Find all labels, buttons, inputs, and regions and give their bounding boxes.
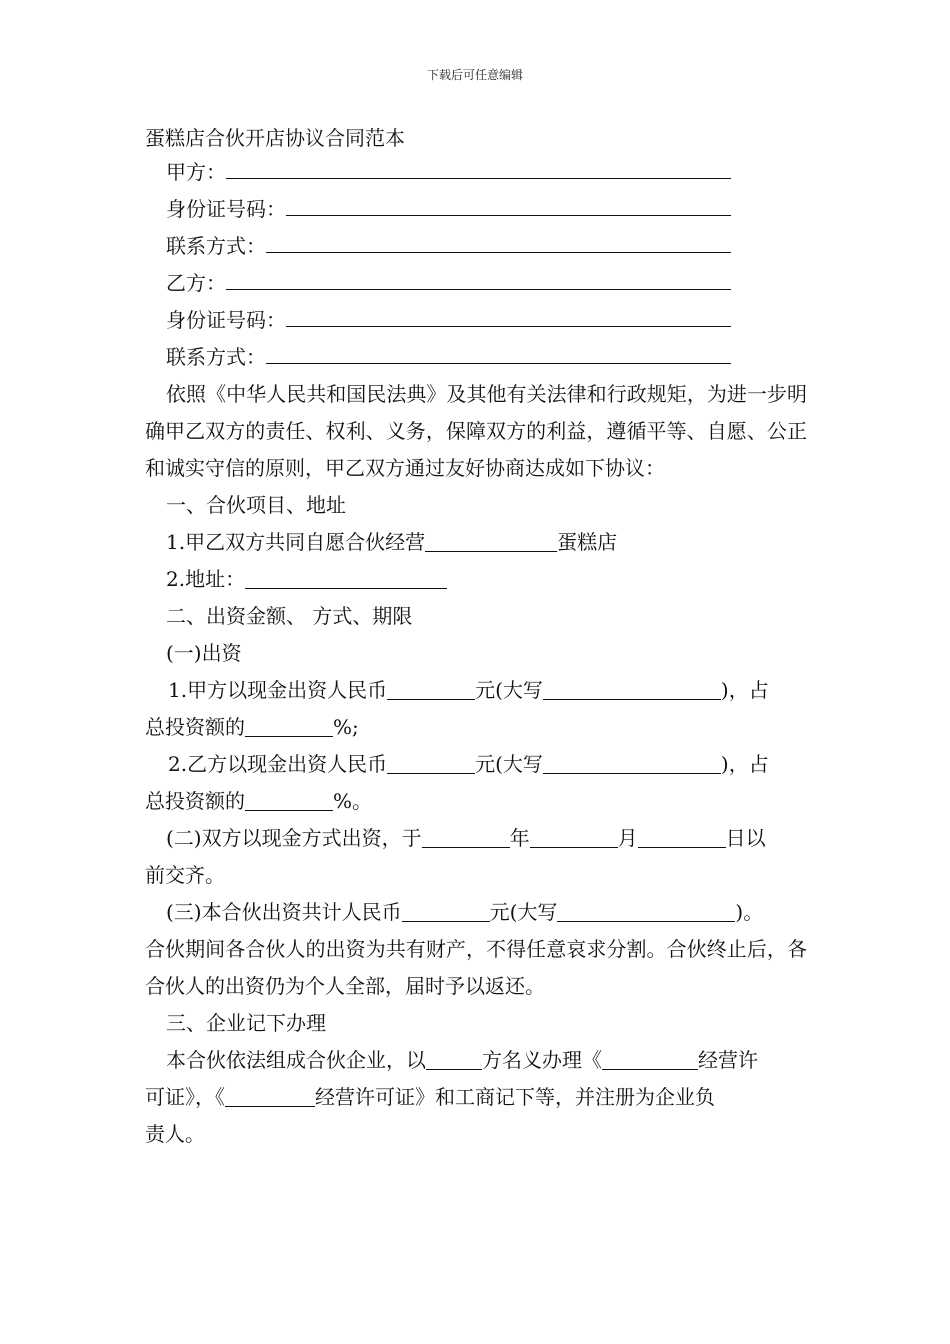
total-capital-text: (三)本合伙出资共计人民币 bbox=[166, 900, 402, 924]
deadline-end: 前交齐。 bbox=[145, 863, 225, 887]
party-b-field bbox=[145, 265, 731, 302]
deadline-line bbox=[145, 820, 807, 857]
total-words-blank[interactable] bbox=[557, 901, 735, 922]
document-body bbox=[145, 122, 807, 1153]
id-a-blank[interactable] bbox=[286, 195, 731, 216]
day-blank[interactable] bbox=[638, 827, 726, 848]
item-1-text: 1.甲乙双方共同自愿合伙经营 bbox=[166, 530, 426, 554]
contact-a-field bbox=[145, 228, 731, 265]
capital-b-text: 2.乙方以现金出资人民币 bbox=[168, 752, 388, 776]
item-1 bbox=[145, 524, 807, 561]
section-1-heading: 一、合伙项目、地址 bbox=[166, 493, 346, 517]
shop-name-blank[interactable] bbox=[425, 531, 557, 552]
ratio-b-line bbox=[145, 783, 807, 820]
contact-a-label: 联系方式： bbox=[166, 234, 266, 258]
total-amount-blank[interactable] bbox=[402, 901, 490, 922]
year-blank[interactable] bbox=[422, 827, 510, 848]
ratio-a-text: 总投资额的 bbox=[145, 715, 245, 739]
ratio-b-suffix: %。 bbox=[333, 789, 373, 813]
intro-paragraph: 依照《中华人民共和国民法典》及其他有关法律和行政规矩，为进一步明确甲乙双方的责任、权利、义务，保障双方的利益，遵循平等、自愿、公正和诚实守信的原则，甲乙双方通过友好协商达成如下协议： bbox=[145, 382, 807, 480]
capital-b-amount-blank[interactable] bbox=[387, 753, 475, 774]
license-1-blank[interactable] bbox=[602, 1049, 698, 1070]
total-capital-line bbox=[145, 894, 807, 931]
capital-b-words-blank[interactable] bbox=[543, 753, 721, 774]
section-2-heading: 二、出资金额、 方式、期限 bbox=[166, 604, 413, 628]
party-b-label: 乙方： bbox=[166, 271, 226, 295]
contact-b-label: 联系方式： bbox=[166, 345, 266, 369]
ratio-b-text: 总投资额的 bbox=[145, 789, 245, 813]
capital-a-words-blank[interactable] bbox=[543, 679, 721, 700]
item-1-suffix: 蛋糕店 bbox=[557, 530, 618, 554]
total-close: )。 bbox=[735, 900, 764, 924]
id-a-field bbox=[145, 191, 731, 228]
deadline-text: (二)双方以现金方式出资，于 bbox=[166, 826, 422, 850]
contact-b-field bbox=[145, 339, 731, 376]
address-label: 2.地址： bbox=[166, 567, 246, 591]
license-2-blank[interactable] bbox=[225, 1086, 315, 1107]
capital-b-close: )，占 bbox=[720, 752, 769, 776]
ratio-b-blank[interactable] bbox=[245, 790, 333, 811]
subsection-1-heading: (一)出资 bbox=[166, 641, 242, 665]
registration-line-2 bbox=[145, 1079, 807, 1116]
capital-a-yuan: 元(大写 bbox=[475, 678, 543, 702]
id-b-blank[interactable] bbox=[286, 306, 731, 327]
registration-text-1: 本合伙依法组成合伙企业，以 bbox=[166, 1048, 426, 1072]
document-title: 蛋糕店合伙开店协议合同范本 bbox=[145, 126, 405, 150]
capital-b-yuan: 元(大写 bbox=[475, 752, 543, 776]
capital-a-text: 1.甲方以现金出资人民币 bbox=[168, 678, 388, 702]
ratio-a-line bbox=[145, 709, 807, 746]
party-a-blank[interactable] bbox=[226, 158, 731, 179]
joint-property-paragraph: 合伙期间各合伙人的出资为共有财产，不得任意哀求分割。合伙终止后，各合伙人的出资仍为个人全部，届时予以返还。 bbox=[145, 937, 807, 998]
registration-text-4: 可证》，《 bbox=[145, 1085, 225, 1109]
month-label: 月 bbox=[617, 826, 638, 850]
party-b-blank[interactable] bbox=[226, 269, 731, 290]
party-a-field bbox=[145, 154, 731, 191]
contact-b-blank[interactable] bbox=[266, 343, 731, 364]
year-label: 年 bbox=[509, 826, 530, 850]
day-label: 日以 bbox=[725, 826, 766, 850]
id-b-label: 身份证号码： bbox=[166, 308, 286, 332]
capital-b-line bbox=[145, 746, 807, 783]
month-blank[interactable] bbox=[530, 827, 618, 848]
id-b-field bbox=[145, 302, 731, 339]
item-2 bbox=[145, 561, 807, 598]
page-header: 下载后可任意编辑 bbox=[426, 68, 523, 82]
registration-text-3: 经营许 bbox=[698, 1048, 758, 1072]
capital-a-line bbox=[145, 672, 807, 709]
address-blank[interactable] bbox=[245, 568, 447, 589]
contact-a-blank[interactable] bbox=[266, 232, 731, 253]
registration-line-3: 责人。 bbox=[145, 1122, 205, 1146]
ratio-a-suffix: %; bbox=[333, 715, 359, 739]
id-a-label: 身份证号码： bbox=[166, 197, 286, 221]
registration-text-5: 经营许可证》和工商记下等，并注册为企业负 bbox=[315, 1085, 715, 1109]
capital-a-amount-blank[interactable] bbox=[387, 679, 475, 700]
section-3-heading: 三、企业记下办理 bbox=[166, 1011, 326, 1035]
registration-text-2: 方名义办理《 bbox=[482, 1048, 602, 1072]
total-yuan: 元(大写 bbox=[489, 900, 558, 924]
party-name-blank[interactable] bbox=[426, 1049, 482, 1070]
registration-line-1 bbox=[145, 1042, 807, 1079]
ratio-a-blank[interactable] bbox=[245, 716, 333, 737]
capital-a-close: )，占 bbox=[720, 678, 769, 702]
party-a-label: 甲方： bbox=[166, 160, 226, 184]
